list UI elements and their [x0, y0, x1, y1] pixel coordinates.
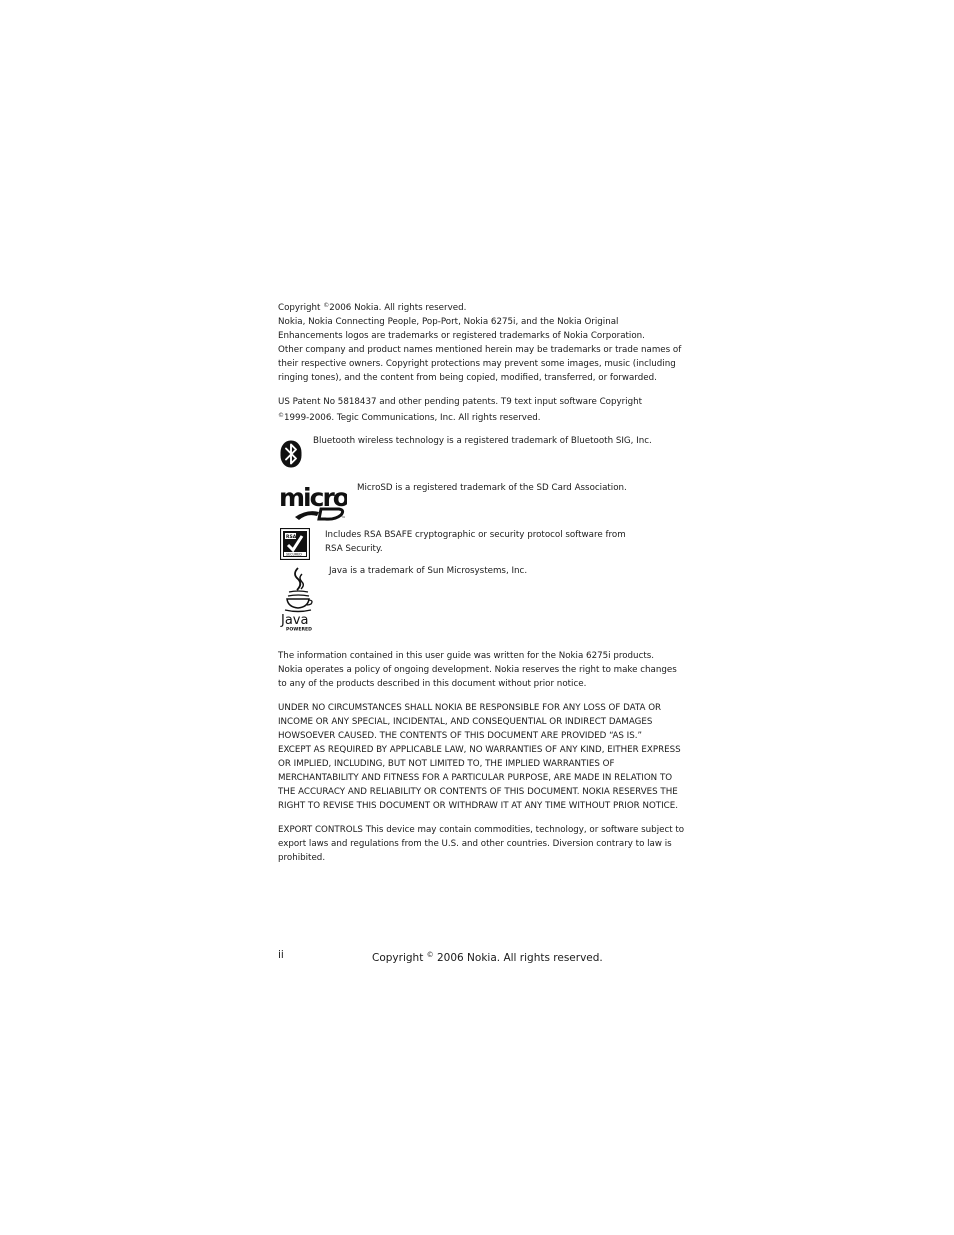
copyright-symbol: ©: [426, 951, 434, 959]
microsd-logo-word: micro: [279, 483, 347, 512]
microsd-logo: [279, 482, 347, 527]
java-logo: [280, 566, 318, 637]
text-line: THE ACCURACY AND RELIABILITY OR CONTENTS OF THIS DOCUMENT. NOKIA RESERVES THE: [278, 787, 678, 797]
copyright-suffix: 2006 Nokia. All rights reserved.: [329, 303, 467, 313]
footer-copy-prefix: Copyright: [372, 952, 427, 964]
export-paragraph: [278, 823, 685, 865]
copyright-symbol: ©: [278, 412, 284, 419]
svg-text:RSA: RSA: [286, 535, 297, 540]
text-line: MERCHANTABILITY AND FITNESS FOR A PARTICULAR PURPOSE, ARE MADE IN RELATION TO: [278, 773, 673, 783]
rsa-row: [278, 528, 668, 565]
copyright-paragraph: [278, 299, 682, 385]
rsa-text: [325, 528, 626, 556]
copyright-symbol: ©: [323, 302, 330, 309]
text-line: EXCEPT AS REQUIRED BY APPLICABLE LAW, NO WARRANTIES OF ANY KIND, EITHER EXPRESS: [278, 745, 681, 755]
info-paragraph: [278, 649, 677, 691]
text-line: HOWSOEVER CAUSED. THE CONTENTS OF THIS DOCUMENT ARE PROVIDED “AS IS.”: [278, 731, 643, 741]
text-line: to any of the products described in this document without prior notice.: [278, 679, 587, 689]
text-line: Other company and product names mentioned herein may be trademarks or trade names of: [278, 345, 682, 355]
text-line: their respective owners. Copyright protections may prevent some images, music (including: [278, 359, 676, 369]
bluetooth-icon: [280, 440, 302, 473]
text-line: EXPORT CONTROLS This device may contain commodities, technology, or software subject to: [278, 825, 685, 835]
text-line: UNDER NO CIRCUMSTANCES SHALL NOKIA BE RESPONSIBLE FOR ANY LOSS OF DATA OR: [278, 703, 662, 713]
java-logo-word: Java: [281, 613, 309, 628]
bluetooth-text: Bluetooth wireless technology is a registered trademark of Bluetooth SIG, Inc.: [313, 436, 652, 446]
java-logo-sub: POWERED: [286, 627, 312, 632]
svg-text:™: ™: [341, 516, 346, 522]
text-line: OR IMPLIED, INCLUDING, BUT NOT LIMITED TO, THE IMPLIED WARRANTIES OF: [278, 759, 615, 769]
copyright-line: [278, 299, 668, 315]
copyright-prefix: Copyright: [278, 303, 324, 313]
text-line: ringing tones), and the content from being copied, modified, transferred, or forwarded.: [278, 373, 657, 383]
disclaimer-paragraph: [278, 701, 681, 813]
page-number: ii: [278, 949, 284, 961]
legal-notice: [278, 299, 685, 865]
footer-copyright: [372, 948, 603, 965]
text-line: RIGHT TO REVISE THIS DOCUMENT OR WITHDRAW IT AT ANY TIME WITHOUT PRIOR NOTICE.: [278, 801, 678, 811]
java-text: Java is a trademark of Sun Microsystems, Inc.: [329, 566, 528, 576]
text-line: The information contained in this user guide was written for the Nokia 6275i products.: [278, 651, 655, 661]
footer-copy-suffix: 2006 Nokia. All rights reserved.: [433, 952, 603, 964]
text-line: Nokia, Nokia Connecting People, Pop-Port, Nokia 6275i, and the Nokia Original: [278, 317, 619, 327]
text-line: prohibited.: [278, 853, 326, 863]
text-line: export laws and regulations from the U.S. and other countries. Diversion contrary to law is: [278, 839, 672, 849]
text-line: RSA Security.: [325, 544, 383, 554]
text-line: Nokia operates a policy of ongoing development. Nokia reserves the right to make changes: [278, 665, 677, 675]
svg-text:SECURED: SECURED: [286, 552, 302, 557]
text-line: INCOME OR ANY SPECIAL, INCIDENTAL, AND CONSEQUENTIAL OR INDIRECT DAMAGES: [278, 717, 653, 727]
patent-suffix: 1999-2006. Tegic Communications, Inc. All rights reserved.: [284, 413, 541, 423]
rsa-secured-logo: [280, 528, 310, 565]
microsd-text: MicroSD is a registered trademark of the SD Card Association.: [357, 483, 627, 493]
patent-paragraph: [278, 395, 668, 425]
text-line: Enhancements logos are trademarks or registered trademarks of Nokia Corporation.: [278, 331, 645, 341]
java-row: [278, 564, 668, 649]
bluetooth-row: [278, 434, 668, 477]
microsd-row: [278, 481, 668, 528]
text-line: Includes RSA BSAFE cryptographic or security protocol software from: [325, 530, 626, 540]
text-line: [278, 409, 668, 425]
text-line: US Patent No 5818437 and other pending patents. T9 text input software Copyright: [278, 397, 643, 407]
